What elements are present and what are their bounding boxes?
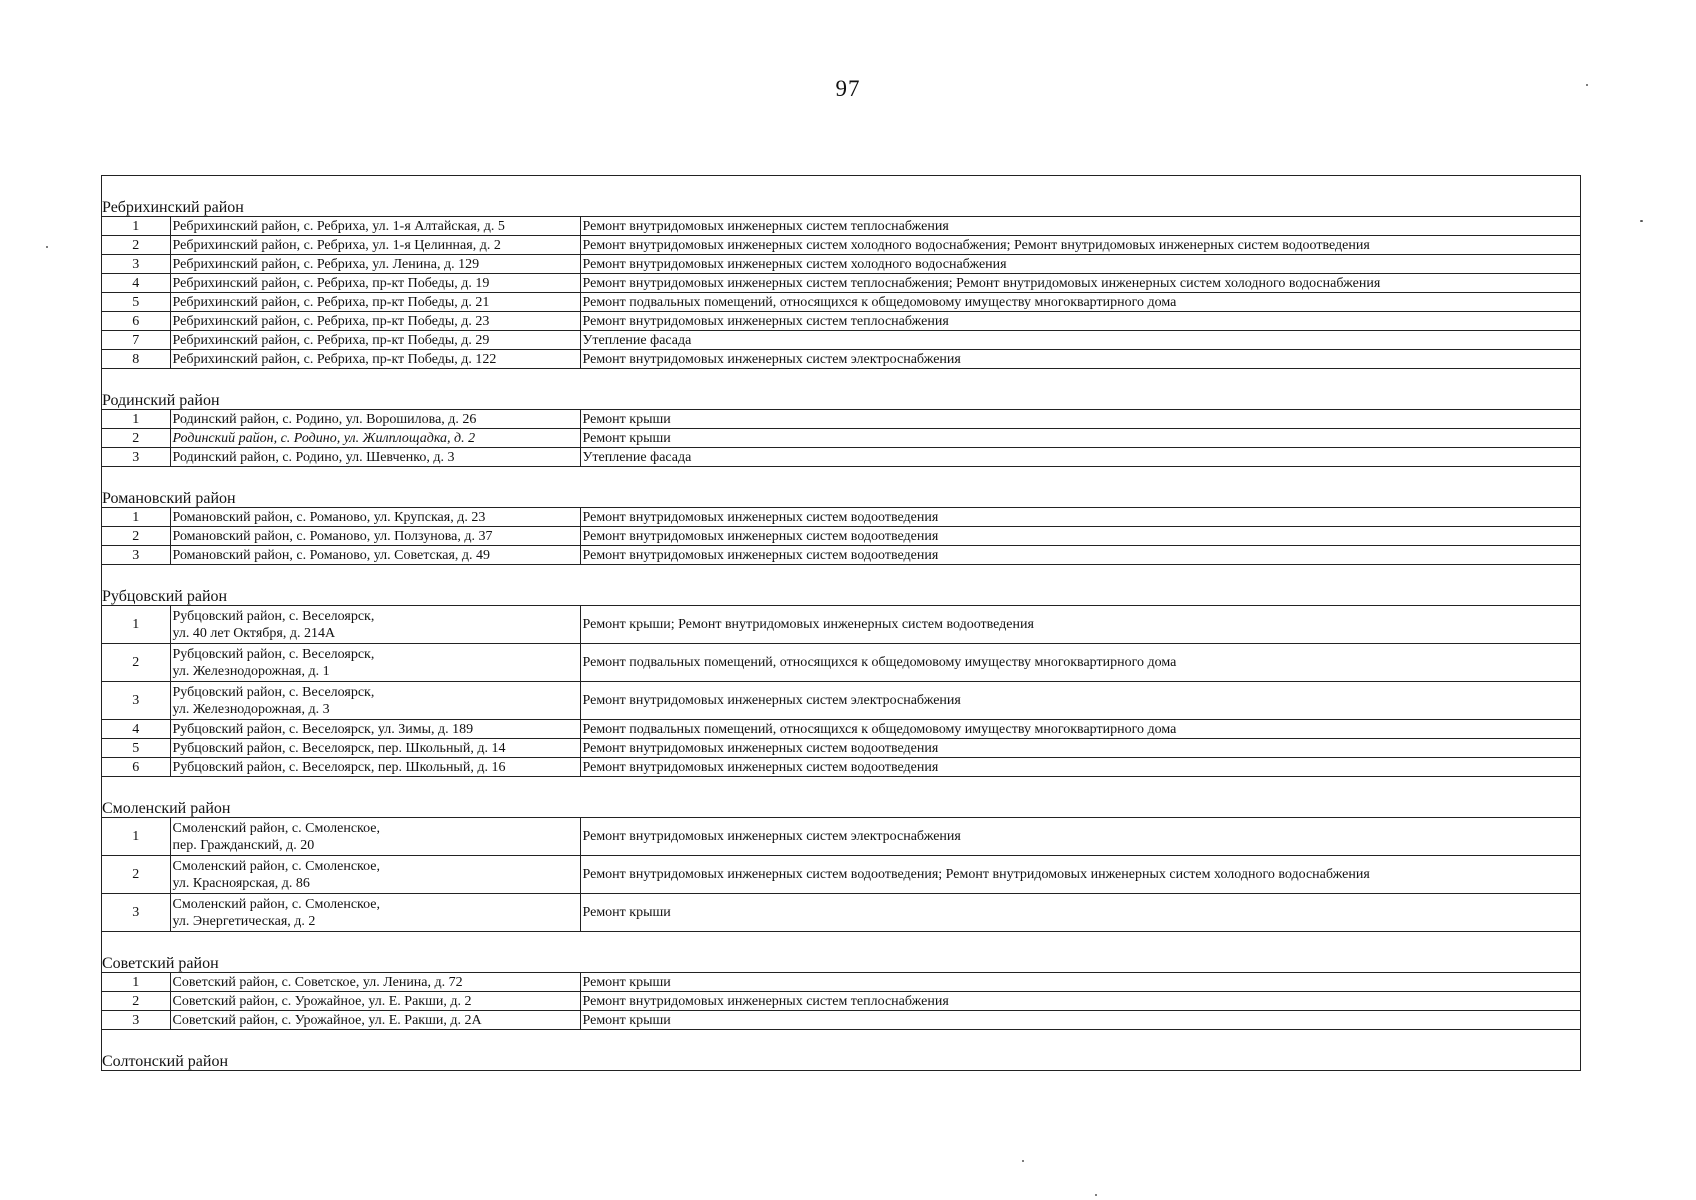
address-line-1: Рубцовский район, с. Веселоярск, <box>172 684 375 700</box>
table-row <box>102 331 1580 350</box>
district-name: Рубцовский район <box>102 585 1580 606</box>
address-cell: Родинский район, с. Родино, ул. Ворошилова, д. 26 <box>170 410 580 429</box>
section-spacer <box>102 467 1580 488</box>
district-name: Романовский район <box>102 487 1580 508</box>
work-type-cell: Ремонт внутридомовых инженерных систем теплоснабжения <box>580 217 1580 236</box>
address-cell: Ребрихинский район, с. Ребриха, пр-кт Победы, д. 19 <box>170 274 580 293</box>
district-name: Ребрихинский район <box>102 196 1580 217</box>
table-row <box>102 448 1580 467</box>
address-cell: Советский район, с. Урожайное, ул. Е. Ракши, д. 2А <box>170 1011 580 1030</box>
row-number: 2 <box>102 992 170 1011</box>
row-number: 2 <box>102 644 170 682</box>
section-spacer <box>102 1030 1580 1051</box>
address-cell: Рубцовский район, с. Веселоярск, пер. Школьный, д. 16 <box>170 758 580 777</box>
table-row <box>102 527 1580 546</box>
work-type-cell: Ремонт внутридомовых инженерных систем водоотведения <box>580 546 1580 565</box>
work-type-cell: Ремонт крыши <box>580 894 1580 932</box>
row-number: 6 <box>102 758 170 777</box>
page-number: 97 <box>835 76 861 101</box>
row-number: 3 <box>102 894 170 932</box>
table-row <box>102 255 1580 274</box>
address-line-2: ул. Железнодорожная, д. 1 <box>172 663 330 679</box>
row-number: 6 <box>102 312 170 331</box>
row-number: 1 <box>102 818 170 856</box>
address-line-2: ул. Красноярская, д. 86 <box>172 875 310 891</box>
table-row <box>102 312 1580 331</box>
work-type-cell: Ремонт крыши <box>580 429 1580 448</box>
table-row <box>102 606 1580 644</box>
table-row <box>102 992 1580 1011</box>
table-row <box>102 410 1580 429</box>
address-cell: Ребрихинский район, с. Ребриха, ул. 1-я Алтайская, д. 5 <box>170 217 580 236</box>
address-cell: Ребрихинский район, с. Ребриха, пр-кт Победы, д. 23 <box>170 312 580 331</box>
table-row <box>102 1011 1580 1030</box>
work-type-cell: Ремонт подвальных помещений, относящихся к общедомовому имуществу многоквартирного дома <box>580 644 1580 682</box>
table-row <box>102 973 1580 992</box>
row-number: 4 <box>102 274 170 293</box>
address-cell: Советский район, с. Урожайное, ул. Е. Ракши, д. 2 <box>170 992 580 1011</box>
address-line-1: Рубцовский район, с. Веселоярск, <box>172 608 375 624</box>
address-cell <box>170 856 580 894</box>
table-row <box>102 508 1580 527</box>
address-cell: Рубцовский район, с. Веселоярск, пер. Школьный, д. 14 <box>170 739 580 758</box>
row-number: 3 <box>102 448 170 467</box>
work-type-cell: Ремонт внутридомовых инженерных систем теплоснабжения; Ремонт внутридомовых инженерных систем холодного водоснабжения <box>580 274 1580 293</box>
work-type-cell: Ремонт внутридомовых инженерных систем водоотведения; Ремонт внутридомовых инженерных систем холодного водоснабжения <box>580 856 1580 894</box>
work-type-cell: Ремонт крыши <box>580 1011 1580 1030</box>
district-header <box>102 585 1580 606</box>
row-number: 1 <box>102 217 170 236</box>
row-number: 2 <box>102 527 170 546</box>
address-cell <box>170 894 580 932</box>
table-row <box>102 293 1580 312</box>
district-header <box>102 196 1580 217</box>
scan-speck <box>1640 220 1643 222</box>
table-row <box>102 350 1580 369</box>
row-number: 5 <box>102 293 170 312</box>
works-table-body <box>102 176 1580 1071</box>
work-type-cell: Ремонт внутридомовых инженерных систем теплоснабжения <box>580 992 1580 1011</box>
work-type-cell: Ремонт крыши; Ремонт внутридомовых инженерных систем водоотведения <box>580 606 1580 644</box>
address-cell: Ребрихинский район, с. Ребриха, ул. 1-я Целинная, д. 2 <box>170 236 580 255</box>
address-line-2: ул. Железнодорожная, д. 3 <box>172 701 330 717</box>
district-name: Родинский район <box>102 389 1580 410</box>
address-line-1: Смоленский район, с. Смоленское, <box>172 858 381 874</box>
address-cell: Советский район, с. Советское, ул. Ленина, д. 72 <box>170 973 580 992</box>
address-cell: Романовский район, с. Романово, ул. Ползунова, д. 37 <box>170 527 580 546</box>
district-name: Советский район <box>102 952 1580 973</box>
row-number: 3 <box>102 1011 170 1030</box>
district-header <box>102 797 1580 818</box>
district-header <box>102 1050 1580 1071</box>
section-spacer <box>102 369 1580 390</box>
address-cell: Родинский район, с. Родино, ул. Шевченко, д. 3 <box>170 448 580 467</box>
row-number: 1 <box>102 410 170 429</box>
work-type-cell: Ремонт внутридомовых инженерных систем водоотведения <box>580 527 1580 546</box>
table-row <box>102 236 1580 255</box>
table-row <box>102 758 1580 777</box>
work-type-cell: Ремонт внутридомовых инженерных систем холодного водоснабжения <box>580 255 1580 274</box>
spacer-cell <box>102 777 1580 798</box>
address-cell: Ребрихинский район, с. Ребриха, пр-кт Победы, д. 21 <box>170 293 580 312</box>
address-line-1: Смоленский район, с. Смоленское, <box>172 820 381 836</box>
work-type-cell: Ремонт внутридомовых инженерных систем водоотведения <box>580 758 1580 777</box>
row-number: 3 <box>102 682 170 720</box>
row-number: 8 <box>102 350 170 369</box>
address-cell: Родинский район, с. Родино, ул. Жилплощадка, д. 2 <box>170 429 580 448</box>
row-number: 5 <box>102 739 170 758</box>
row-number: 1 <box>102 508 170 527</box>
work-type-cell: Ремонт внутридомовых инженерных систем водоотведения <box>580 508 1580 527</box>
address-cell: Ребрихинский район, с. Ребриха, ул. Ленина, д. 129 <box>170 255 580 274</box>
works-table <box>102 176 1580 1071</box>
address-cell: Рубцовский район, с. Веселоярск, ул. Зимы, д. 189 <box>170 720 580 739</box>
section-spacer <box>102 777 1580 798</box>
work-type-cell: Ремонт подвальных помещений, относящихся к общедомовому имуществу многоквартирного дома <box>580 293 1580 312</box>
address-cell: Романовский район, с. Романово, ул. Крупская, д. 23 <box>170 508 580 527</box>
spacer-cell <box>102 369 1580 390</box>
row-number: 2 <box>102 856 170 894</box>
table-row <box>102 546 1580 565</box>
work-type-cell: Ремонт крыши <box>580 973 1580 992</box>
table-row <box>102 429 1580 448</box>
address-line-2: ул. Энергетическая, д. 2 <box>172 913 316 929</box>
table-row <box>102 818 1580 856</box>
row-number: 1 <box>102 606 170 644</box>
row-number: 2 <box>102 236 170 255</box>
section-spacer <box>102 176 1580 196</box>
spacer-cell <box>102 565 1580 586</box>
row-number: 3 <box>102 255 170 274</box>
table-row <box>102 644 1580 682</box>
table-row <box>102 856 1580 894</box>
spacer-cell <box>102 176 1580 196</box>
row-number: 7 <box>102 331 170 350</box>
address-cell <box>170 606 580 644</box>
section-spacer <box>102 565 1580 586</box>
row-number: 3 <box>102 546 170 565</box>
district-header <box>102 389 1580 410</box>
section-spacer <box>102 932 1580 953</box>
table-row <box>102 274 1580 293</box>
row-number: 1 <box>102 973 170 992</box>
spacer-cell <box>102 1030 1580 1051</box>
table-row <box>102 894 1580 932</box>
scan-speck <box>1022 1160 1024 1162</box>
work-type-cell: Ремонт внутридомовых инженерных систем водоотведения <box>580 739 1580 758</box>
work-type-cell: Ремонт внутридомовых инженерных систем электроснабжения <box>580 818 1580 856</box>
scan-speck <box>1095 1194 1097 1196</box>
district-header <box>102 487 1580 508</box>
spacer-cell <box>102 932 1580 953</box>
work-type-cell: Утепление фасада <box>580 448 1580 467</box>
work-type-cell: Ремонт крыши <box>580 410 1580 429</box>
scan-speck <box>1586 84 1588 86</box>
address-cell <box>170 682 580 720</box>
address-line-2: пер. Гражданский, д. 20 <box>172 837 315 853</box>
district-header <box>102 952 1580 973</box>
address-cell <box>170 644 580 682</box>
spacer-cell <box>102 467 1580 488</box>
table-row <box>102 739 1580 758</box>
table-row <box>102 217 1580 236</box>
work-type-cell: Ремонт внутридомовых инженерных систем теплоснабжения <box>580 312 1580 331</box>
work-type-cell: Ремонт внутридомовых инженерных систем электроснабжения <box>580 682 1580 720</box>
work-type-cell: Ремонт внутридомовых инженерных систем холодного водоснабжения; Ремонт внутридомовых инженерных систем водоотведения <box>580 236 1580 255</box>
works-table-frame <box>101 175 1581 1071</box>
work-type-cell: Ремонт внутридомовых инженерных систем электроснабжения <box>580 350 1580 369</box>
address-cell: Ребрихинский район, с. Ребриха, пр-кт Победы, д. 29 <box>170 331 580 350</box>
address-cell: Романовский район, с. Романово, ул. Советская, д. 49 <box>170 546 580 565</box>
district-name: Солтонский район <box>102 1050 1580 1071</box>
table-row <box>102 720 1580 739</box>
address-line-1: Рубцовский район, с. Веселоярск, <box>172 646 375 662</box>
address-line-1: Смоленский район, с. Смоленское, <box>172 896 381 912</box>
table-row <box>102 682 1580 720</box>
work-type-cell: Ремонт подвальных помещений, относящихся к общедомовому имуществу многоквартирного дома <box>580 720 1580 739</box>
scan-speck <box>46 246 48 248</box>
district-name: Смоленский район <box>102 797 1580 818</box>
row-number: 4 <box>102 720 170 739</box>
address-cell <box>170 818 580 856</box>
address-line-2: ул. 40 лет Октября, д. 214А <box>172 625 336 641</box>
work-type-cell: Утепление фасада <box>580 331 1580 350</box>
address-cell: Ребрихинский район, с. Ребриха, пр-кт Победы, д. 122 <box>170 350 580 369</box>
row-number: 2 <box>102 429 170 448</box>
